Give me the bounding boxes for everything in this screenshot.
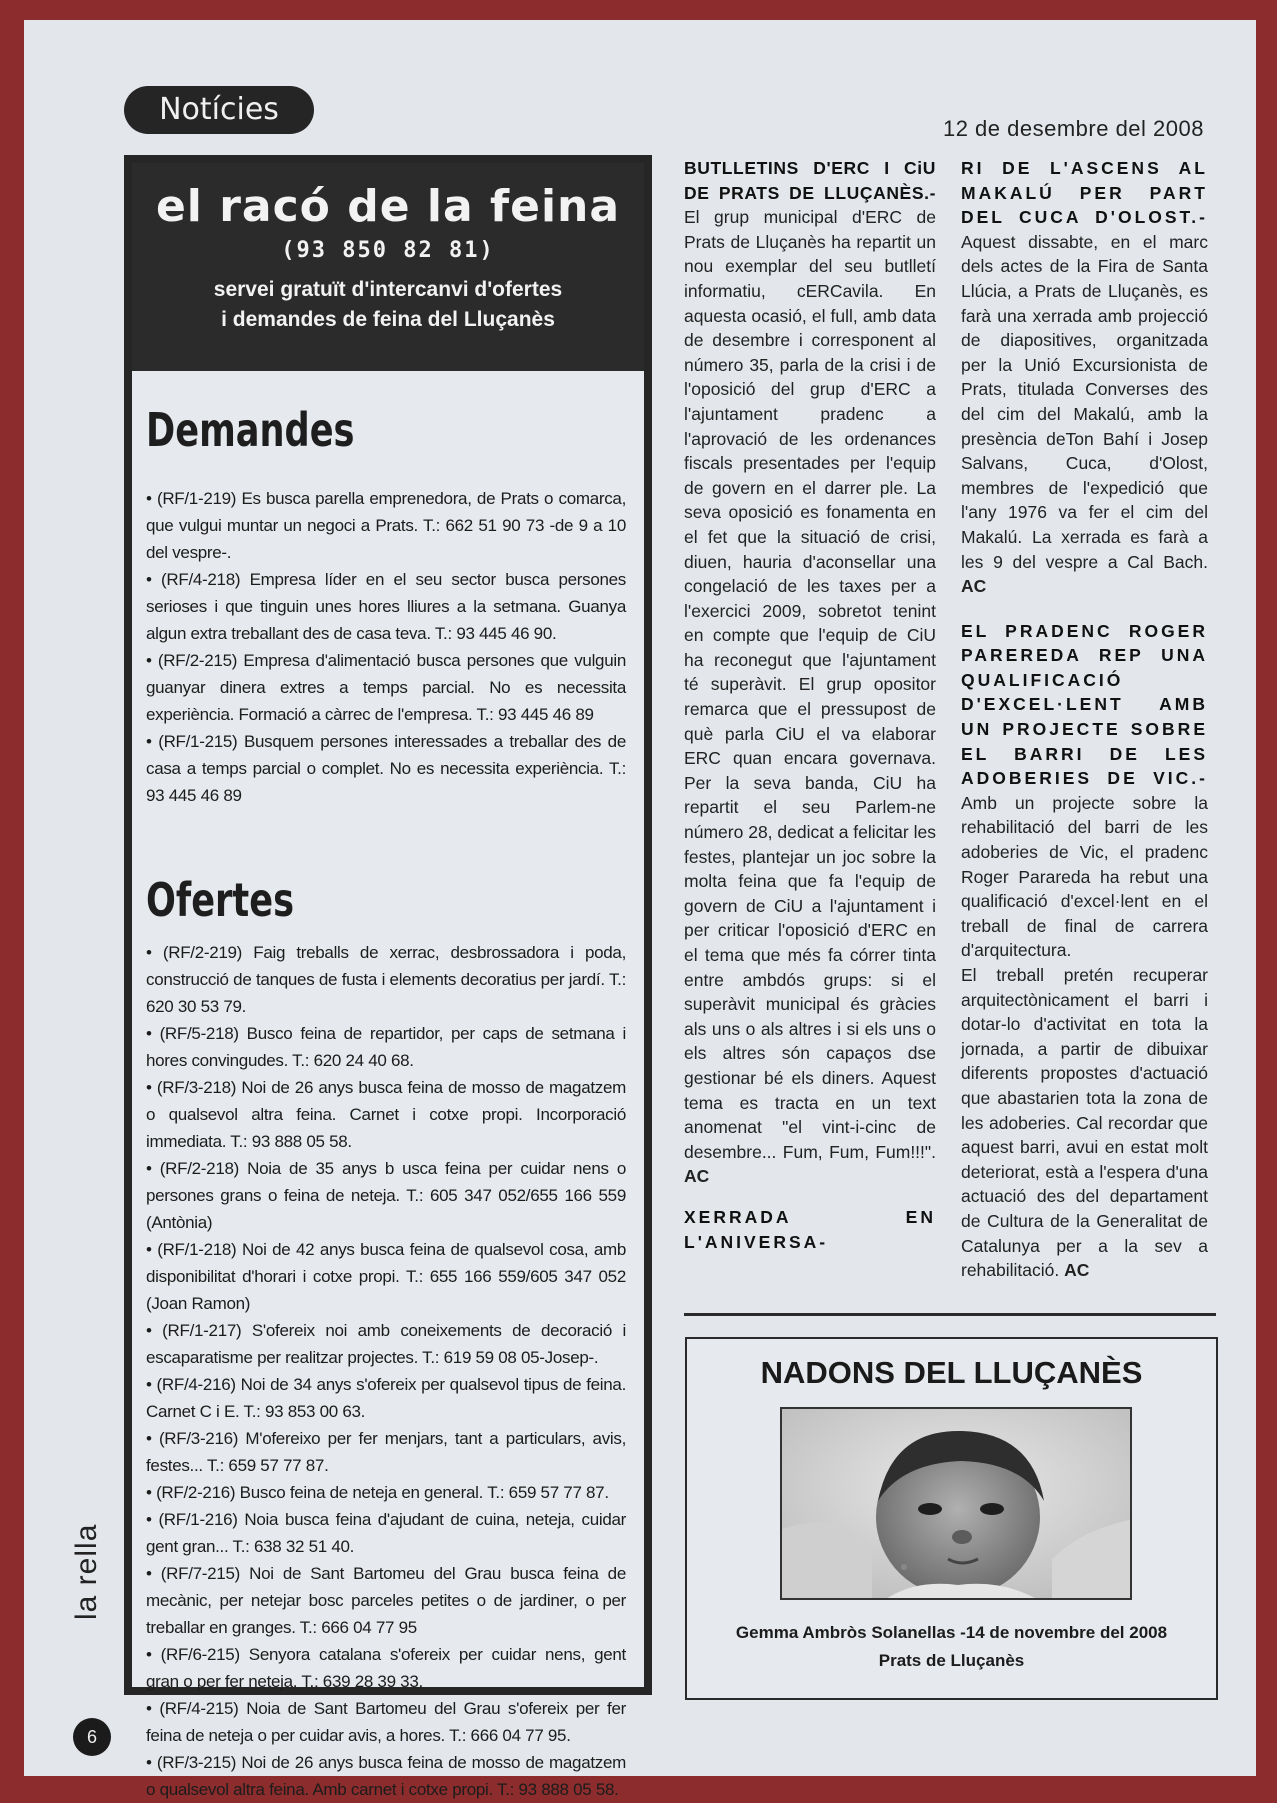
xerrada-body: Aquest dissabte, en el marc dels actes de la Fira de Santa Llúcia, a Prats de Lluçanès, es farà una xerrada amb projecció de diapositives, organitzada per la Unió Excursionista de Prats, titulada Converses des del cim del Makalú, amb la presència deTon Bahí i Josep Salvans, Cuca, d'Olost, membres de l'expedició que l'any 1976 va fer el cim del Makalú. La xerrada es farà a les 9 del vespre a Cal Bach. — [961, 231, 1208, 572]
job-board-title: el racó de la feina — [155, 181, 621, 232]
section-divider — [684, 1313, 1216, 1316]
news-column-middle — [684, 156, 936, 1254]
offer-entry: • (RF/2-216) Busco feina de neteja en general. T.: 659 57 77 87. — [146, 1483, 609, 1502]
baby-caption-line: Prats de Lluçanès — [878, 1651, 1025, 1670]
baby-caption-line: Gemma Ambròs Solanellas -14 de novembre del 2008 — [735, 1623, 1168, 1642]
offer-entry: • (RF/2-219) Faig treballs de xerrac, desbrossadora i poda, construcció de tanques de fusta i elements decoratius per jardí. T.: 620 30 53 79. — [146, 943, 626, 1016]
offer-entry: • (RF/3-215) Noi de 26 anys busca feina de mosso de magatzem o qualsevol altra feina. Amb carnet i cotxe propi. T.: 93 888 05 58. — [146, 1753, 626, 1799]
offer-entry: • (RF/4-216) Noi de 34 anys s'ofereix per qualsevol tipus de feina. Carnet C i E. T.: 93 853 00 63. — [146, 1375, 626, 1421]
xerrada-signature: AC — [961, 576, 987, 597]
offer-entry: • (RF/1-217) S'ofereix noi amb coneixements de decoració i escaparatisme per realitzar projectes. T.: 619 59 08 05-Josep-. — [146, 1321, 626, 1367]
offer-entry: • (RF/1-216) Noia busca feina d'ajudant de cuina, neteja, cuidar gent gran... T.: 638 32 51 40. — [146, 1510, 626, 1556]
pradenc-article — [961, 619, 1208, 1283]
babies-title: NADONS DEL LLUÇANÈS — [760, 1355, 1143, 1390]
issue-date: 12 de desembre del 2008 — [942, 116, 1204, 141]
job-board-header — [132, 163, 644, 371]
offer-entry: • (RF/7-215) Noi de Sant Bartomeu del Grau busca feina de mecànic, per netejar bosc parceles petites o de jardiner, o per treballar en granges. T.: 666 04 77 95 — [146, 1564, 626, 1637]
erc-headline: BUTLLETINS D'ERC I CiU DE PRATS DE LLUÇANÈS.- — [684, 158, 936, 203]
news-column-right — [961, 156, 1208, 1283]
offer-entry: • (RF/6-215) Senyora catalana s'ofereix per cuidar nens, gent gran o per fer neteja. T.: 639 28 39 33. — [146, 1645, 626, 1691]
pradenc-body-paragraph: El treball pretén recuperar arquitectònicament el barri i dotar-lo d'activitat en tota la jornada, a partir de dibuixar diferents propostes d'actuació que abastarien tota la zona de les adoberies. Cal recordar que aquest barri, avui en estat molt deteriorat, està a l'espera d'una actuació des del departament de Cultura de la Generalitat de Catalunya per a la sev a rehabilitació. — [961, 965, 1208, 1281]
pradenc-signature: AC — [1064, 1260, 1090, 1281]
job-board-phone: (93 850 82 81) — [281, 238, 495, 263]
page-number: 6 — [73, 1718, 111, 1756]
erc-article — [684, 156, 936, 1189]
offer-entry: • (RF/1-218) Noi de 42 anys busca feina de qualsevol cosa, amb disponibilitat d'horari i cotxe propi. T.: 655 166 559/605 347 052 (Joan Ramon) — [146, 1240, 626, 1313]
erc-signature: AC — [684, 1166, 710, 1187]
xerrada-headline-start: XERRADA EN L'ANIVERSA- — [684, 1206, 936, 1252]
offer-entry: • (RF/5-218) Busco feina de repartidor, per caps de setmana i hores convingudes. T.: 620 24 40 68. — [146, 1024, 626, 1070]
demand-entry: • (RF/1-219) Es busca parella emprenedora, de Prats o comarca, que vulgui muntar un negoci a Prats. T.: 662 51 90 73 -de 9 a 10 del vespre-. — [146, 489, 626, 562]
xerrada-article — [961, 156, 1208, 599]
job-board-subtitle-line: servei gratuït d'intercanvi d'ofertes — [213, 278, 563, 301]
offer-entry: • (RF/3-218) Noi de 26 anys busca feina de mosso de magatzem o qualsevol altra feina. Carnet i cotxe propi. Incorporació immediata. T.: 93 888 05 58. — [146, 1078, 626, 1151]
offer-entry: • (RF/2-218) Noia de 35 anys b usca feina per cuidar nens o persones grans o feina de neteja. T.: 605 347 052/655 166 559 (Antònia) — [146, 1159, 626, 1232]
erc-body: El grup municipal d'ERC de Prats de Lluçanès ha repartit un nou exemplar del seu butlletí informatiu, cERCavila. En aquesta ocasió, el full, amb data de desembre i corresponent al número 35, parla de la crisi i de l'oposició del grup d'ERC a l'ajuntament pradenc a l'aprovació de les ordenances fiscals presentades per l'equip de govern en el darrer ple. La seva oposició es fonamenta en el fet que la situació de crisi, diuen, hauria d'aconsellar una congelació de les taxes per a l'exercici 2009, sobretot tenint en compte que l'equip de CiU ha reconegut que l'ajuntament té superàvit. El grup opositor remarca que el pressupost de què parla CiU el va elaborar ERC quan encara governava. Per la seva banda, CiU ha repartit el seu Parlem-ne número 28, dedicat a felicitar les festes, plantejar un joc sobre la molta feina que fa l'equip de govern de CiU a l'ajuntament i per criticar l'oposició d'ERC en el tema que més fa córrer tinta entre ambdós grups: si el superàvit municipal és gràcies als uns o als altres i si els uns o els altres són capaços dse gestionar bé els diners. Aquest tema es tracta en un text anomenat "el vint-i-cinc de desembre... Fum, Fum, Fum!!!". — [684, 207, 936, 1162]
xerrada-headline-end: RI DE L'ASCENS AL MAKALÚ PER PART DEL CUCA D'OLOST.- — [961, 158, 1208, 228]
demand-entry: • (RF/1-215) Busquem persones interessades a treballar des de casa a temps parcial o complet. No es necessita experiència. T.: 93 445 46 89 — [146, 732, 626, 805]
baby-photo-illustration — [782, 1409, 1132, 1600]
offer-entry: • (RF/4-215) Noia de Sant Bartomeu del Grau s'ofereix per fer feina de neteja o per cuidar avis, a hores. T.: 666 04 77 95. — [146, 1699, 626, 1745]
pradenc-body: Amb un projecte sobre la rehabilitació del barri de les adoberies de Vic, el pradenc Roger Parareda ha rebut una qualificació d'excel·lent en el treball de final de carrera d'arquitectura. — [961, 792, 1208, 961]
job-board-box — [124, 155, 652, 1799]
demandes-heading: Demandes — [146, 403, 355, 457]
pradenc-body-continued — [961, 963, 1208, 1283]
page — [24, 20, 1256, 1799]
job-board-subtitle-line: i demandes de feina del Lluçanès — [221, 308, 555, 331]
demand-entry: • (RF/2-215) Empresa d'alimentació busca persones que vulguin guanyar dinera extres a temps parcial. No es necessita experiència. Formació a càrrec de l'empresa. T.: 93 445 46 89 — [146, 651, 626, 724]
baby-photo — [780, 1407, 1132, 1600]
section-label: Notícies — [124, 86, 314, 134]
job-board-subtitle — [132, 275, 644, 335]
babies-box — [685, 1337, 1218, 1700]
pradenc-headline: EL PRADENC ROGER PAREREDA REP UNA QUALIFICACIÓ D'EXCEL·LENT AMB UN PROJECTE SOBRE EL BARRI DE LES ADOBERIES DE VIC.- — [961, 620, 1208, 789]
ofertes-heading: Ofertes — [146, 873, 295, 927]
offer-entry: • (RF/3-216) M'ofereixo per fer menjars, tant a particulars, avis, festes... T.: 659 57 77 87. — [146, 1429, 626, 1475]
baby-caption — [687, 1619, 1216, 1675]
magazine-name: la rella — [70, 1523, 103, 1620]
job-board-body — [146, 371, 626, 1803]
demand-entry: • (RF/4-218) Empresa líder en el seu sector busca persones serioses i que tinguin unes hores lliures a la setmana. Guanya algun extra treballant des de casa teva. T.: 93 445 46 90. — [146, 570, 626, 643]
